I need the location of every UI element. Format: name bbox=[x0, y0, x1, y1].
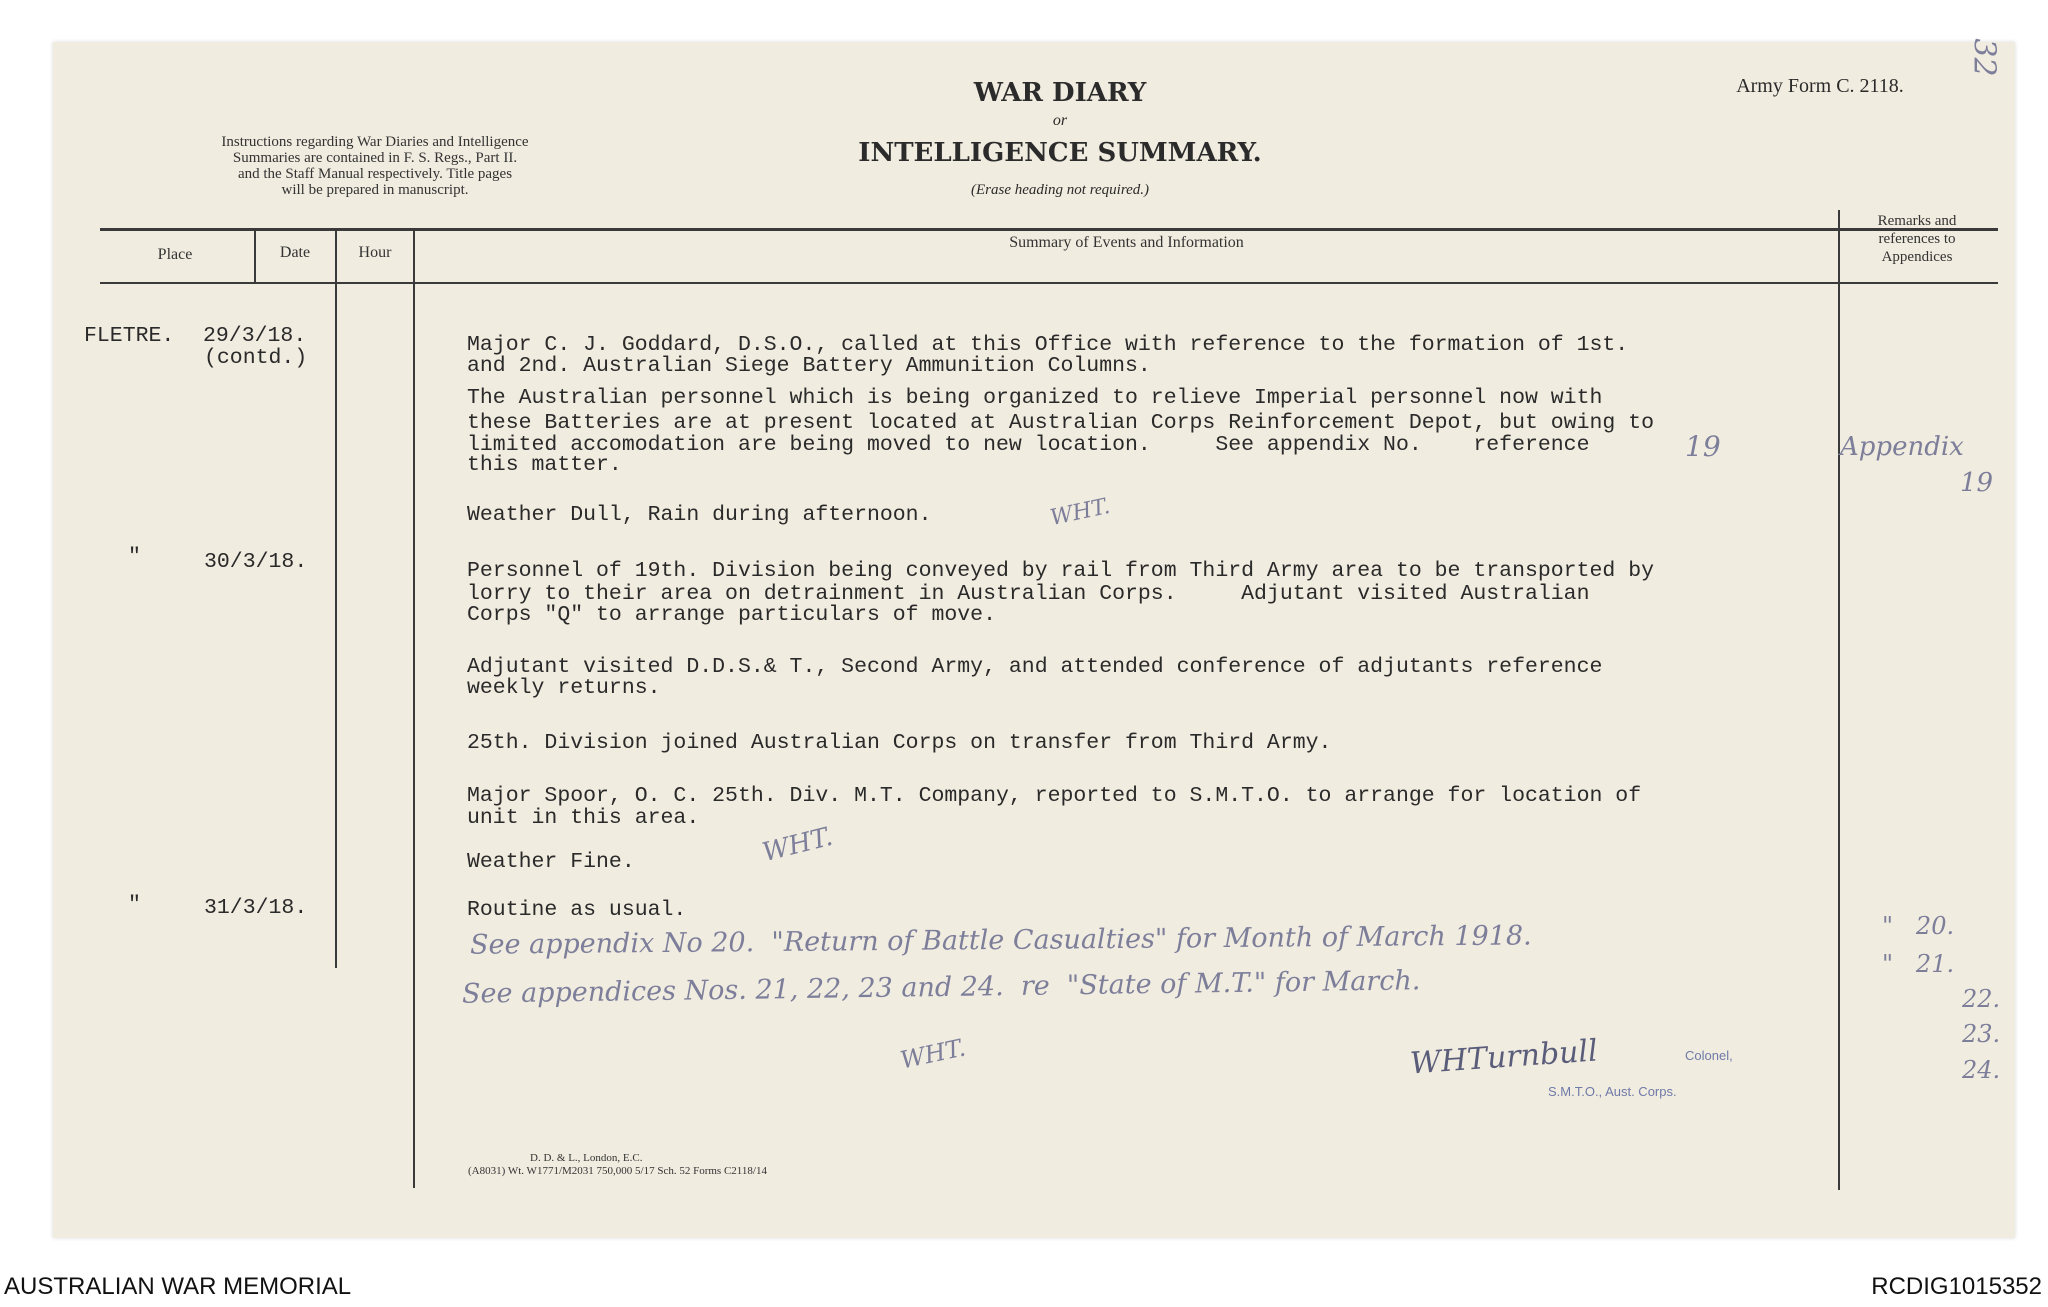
footer-record-id: RCDIG1015352 bbox=[1871, 1273, 2042, 1300]
handwritten-initials: WHT. bbox=[1048, 494, 1113, 531]
entry-line: Personnel of 19th. Division being conveyed by rail from Third Army area to be transported by bbox=[467, 559, 1654, 583]
entry-line: Weather Fine. bbox=[467, 850, 635, 874]
entry-line: 25th. Division joined Australian Corps on transfer from Third Army. bbox=[467, 731, 1332, 755]
instructions-line-4: will be prepared in manuscript. bbox=[281, 182, 469, 198]
title-or: or bbox=[1052, 112, 1068, 129]
title-intelligence-summary: INTELLIGENCE SUMMARY. bbox=[858, 138, 1262, 168]
entry-line: weekly returns. bbox=[467, 676, 661, 700]
instructions-note bbox=[140, 134, 610, 198]
column-remarks-line-3: Appendices bbox=[1881, 249, 1953, 265]
stamp-title: S.M.T.O., Aust. Corps. bbox=[1548, 1084, 1677, 1099]
handwritten-initials: WHT. bbox=[897, 1033, 968, 1075]
title-war-diary: WAR DIARY bbox=[973, 78, 1147, 108]
instructions-line-1: Instructions regarding War Diaries and Intelligence bbox=[221, 134, 529, 150]
instructions-line-3: and the Staff Manual respectively. Title pages bbox=[237, 166, 513, 182]
handwritten-remark-24: 24. bbox=[1962, 1056, 2001, 1084]
handwritten-appendix-remark: Appendix bbox=[1840, 432, 1964, 462]
column-remarks-line-2: references to bbox=[1878, 231, 1956, 247]
handwritten-appendix-number: 19 bbox=[1685, 430, 1721, 463]
page-number-mark: 32 bbox=[1966, 38, 2002, 77]
stamp-rank: Colonel, bbox=[1685, 1048, 1733, 1063]
handwritten-appendices-21-24-line: See appendices Nos. 21, 22, 23 and 24. re "State of M.T." for March. bbox=[461, 965, 1421, 1010]
entry-line: Major C. J. Goddard, D.S.O., called at this Office with reference to the formation of 1st. bbox=[467, 333, 1629, 357]
entry-line: and 2nd. Australian Siege Battery Ammunition Columns. bbox=[467, 354, 1151, 378]
footer-archive-name: AUSTRALIAN WAR MEMORIAL bbox=[4, 1273, 352, 1300]
entry-line: Corps "Q" to arrange particulars of move. bbox=[467, 603, 996, 627]
entry-line: unit in this area. bbox=[467, 806, 700, 830]
printer-imprint-line-1: D. D. & L., London, E.C. bbox=[530, 1152, 643, 1164]
hour-divider bbox=[413, 228, 415, 1188]
entry-line: Adjutant visited D.D.S.& T., Second Army, and attended conference of adjutants reference bbox=[467, 655, 1603, 679]
handwritten-remark-22: 22. bbox=[1962, 985, 2001, 1013]
date-30-3-18: 30/3/18. bbox=[204, 550, 308, 574]
instructions-line-2: Summaries are contained in F. S. Regs., Part II. bbox=[232, 150, 518, 166]
date-contd: (contd.) bbox=[204, 346, 308, 370]
handwritten-appendix-remark-number: 19 bbox=[1960, 468, 1994, 498]
entry-line: these Batteries are at present located at Australian Corps Reinforcement Depot, but owing to bbox=[467, 411, 1654, 435]
printer-imprint-line-2: (A8031) Wt. W1771/M2031 750,000 5/17 Sch. 52 Forms C2118/14 bbox=[468, 1165, 767, 1177]
ditto-place-2: " bbox=[128, 545, 141, 569]
entry-line: limited accomodation are being moved to new location. See appendix No. reference bbox=[467, 433, 1590, 457]
date-divider bbox=[335, 228, 337, 968]
entry-line: this matter. bbox=[467, 453, 622, 477]
column-hour: Hour bbox=[358, 244, 392, 261]
handwritten-remark-20: " 20. bbox=[1882, 912, 1955, 940]
handwritten-remark-21: " 21. bbox=[1882, 950, 1955, 978]
entry-line: Routine as usual. bbox=[467, 898, 687, 922]
army-form-label: Army Form C. 2118. bbox=[1736, 75, 1904, 97]
remarks-divider bbox=[1838, 210, 1840, 1190]
place-fletre: FLETRE. bbox=[84, 324, 175, 348]
handwritten-initials: WHT. bbox=[759, 821, 836, 869]
column-remarks bbox=[1842, 212, 1992, 266]
handwritten-remark-23: 23. bbox=[1962, 1020, 2001, 1048]
column-summary: Summary of Events and Information bbox=[1009, 234, 1244, 251]
handwritten-appendix-20-line: See appendix No 20. "Return of Battle Casualties" for Month of March 1918. bbox=[469, 920, 1532, 961]
column-remarks-line-1: Remarks and bbox=[1877, 213, 1957, 229]
entry-line: Major Spoor, O. C. 25th. Div. M.T. Company, reported to S.M.T.O. to arrange for location of bbox=[467, 784, 1642, 808]
entry-line: lorry to their area on detrainment in Australian Corps. Adjutant visited Australian bbox=[467, 582, 1590, 606]
date-29-3-18: 29/3/18. bbox=[203, 324, 307, 348]
column-place: Place bbox=[157, 246, 193, 263]
entry-line: The Australian personnel which is being organized to relieve Imperial personnel now with bbox=[467, 386, 1603, 410]
ditto-place-3: " bbox=[128, 893, 141, 917]
entry-line: Weather Dull, Rain during afternoon. bbox=[467, 503, 932, 527]
column-date: Date bbox=[279, 244, 311, 261]
erase-note: (Erase heading not required.) bbox=[970, 182, 1150, 198]
table-top-rule bbox=[100, 228, 1998, 231]
signature: WHTurnbull bbox=[1409, 1033, 1599, 1082]
table-header-rule bbox=[100, 282, 1998, 284]
date-31-3-18: 31/3/18. bbox=[204, 896, 308, 920]
